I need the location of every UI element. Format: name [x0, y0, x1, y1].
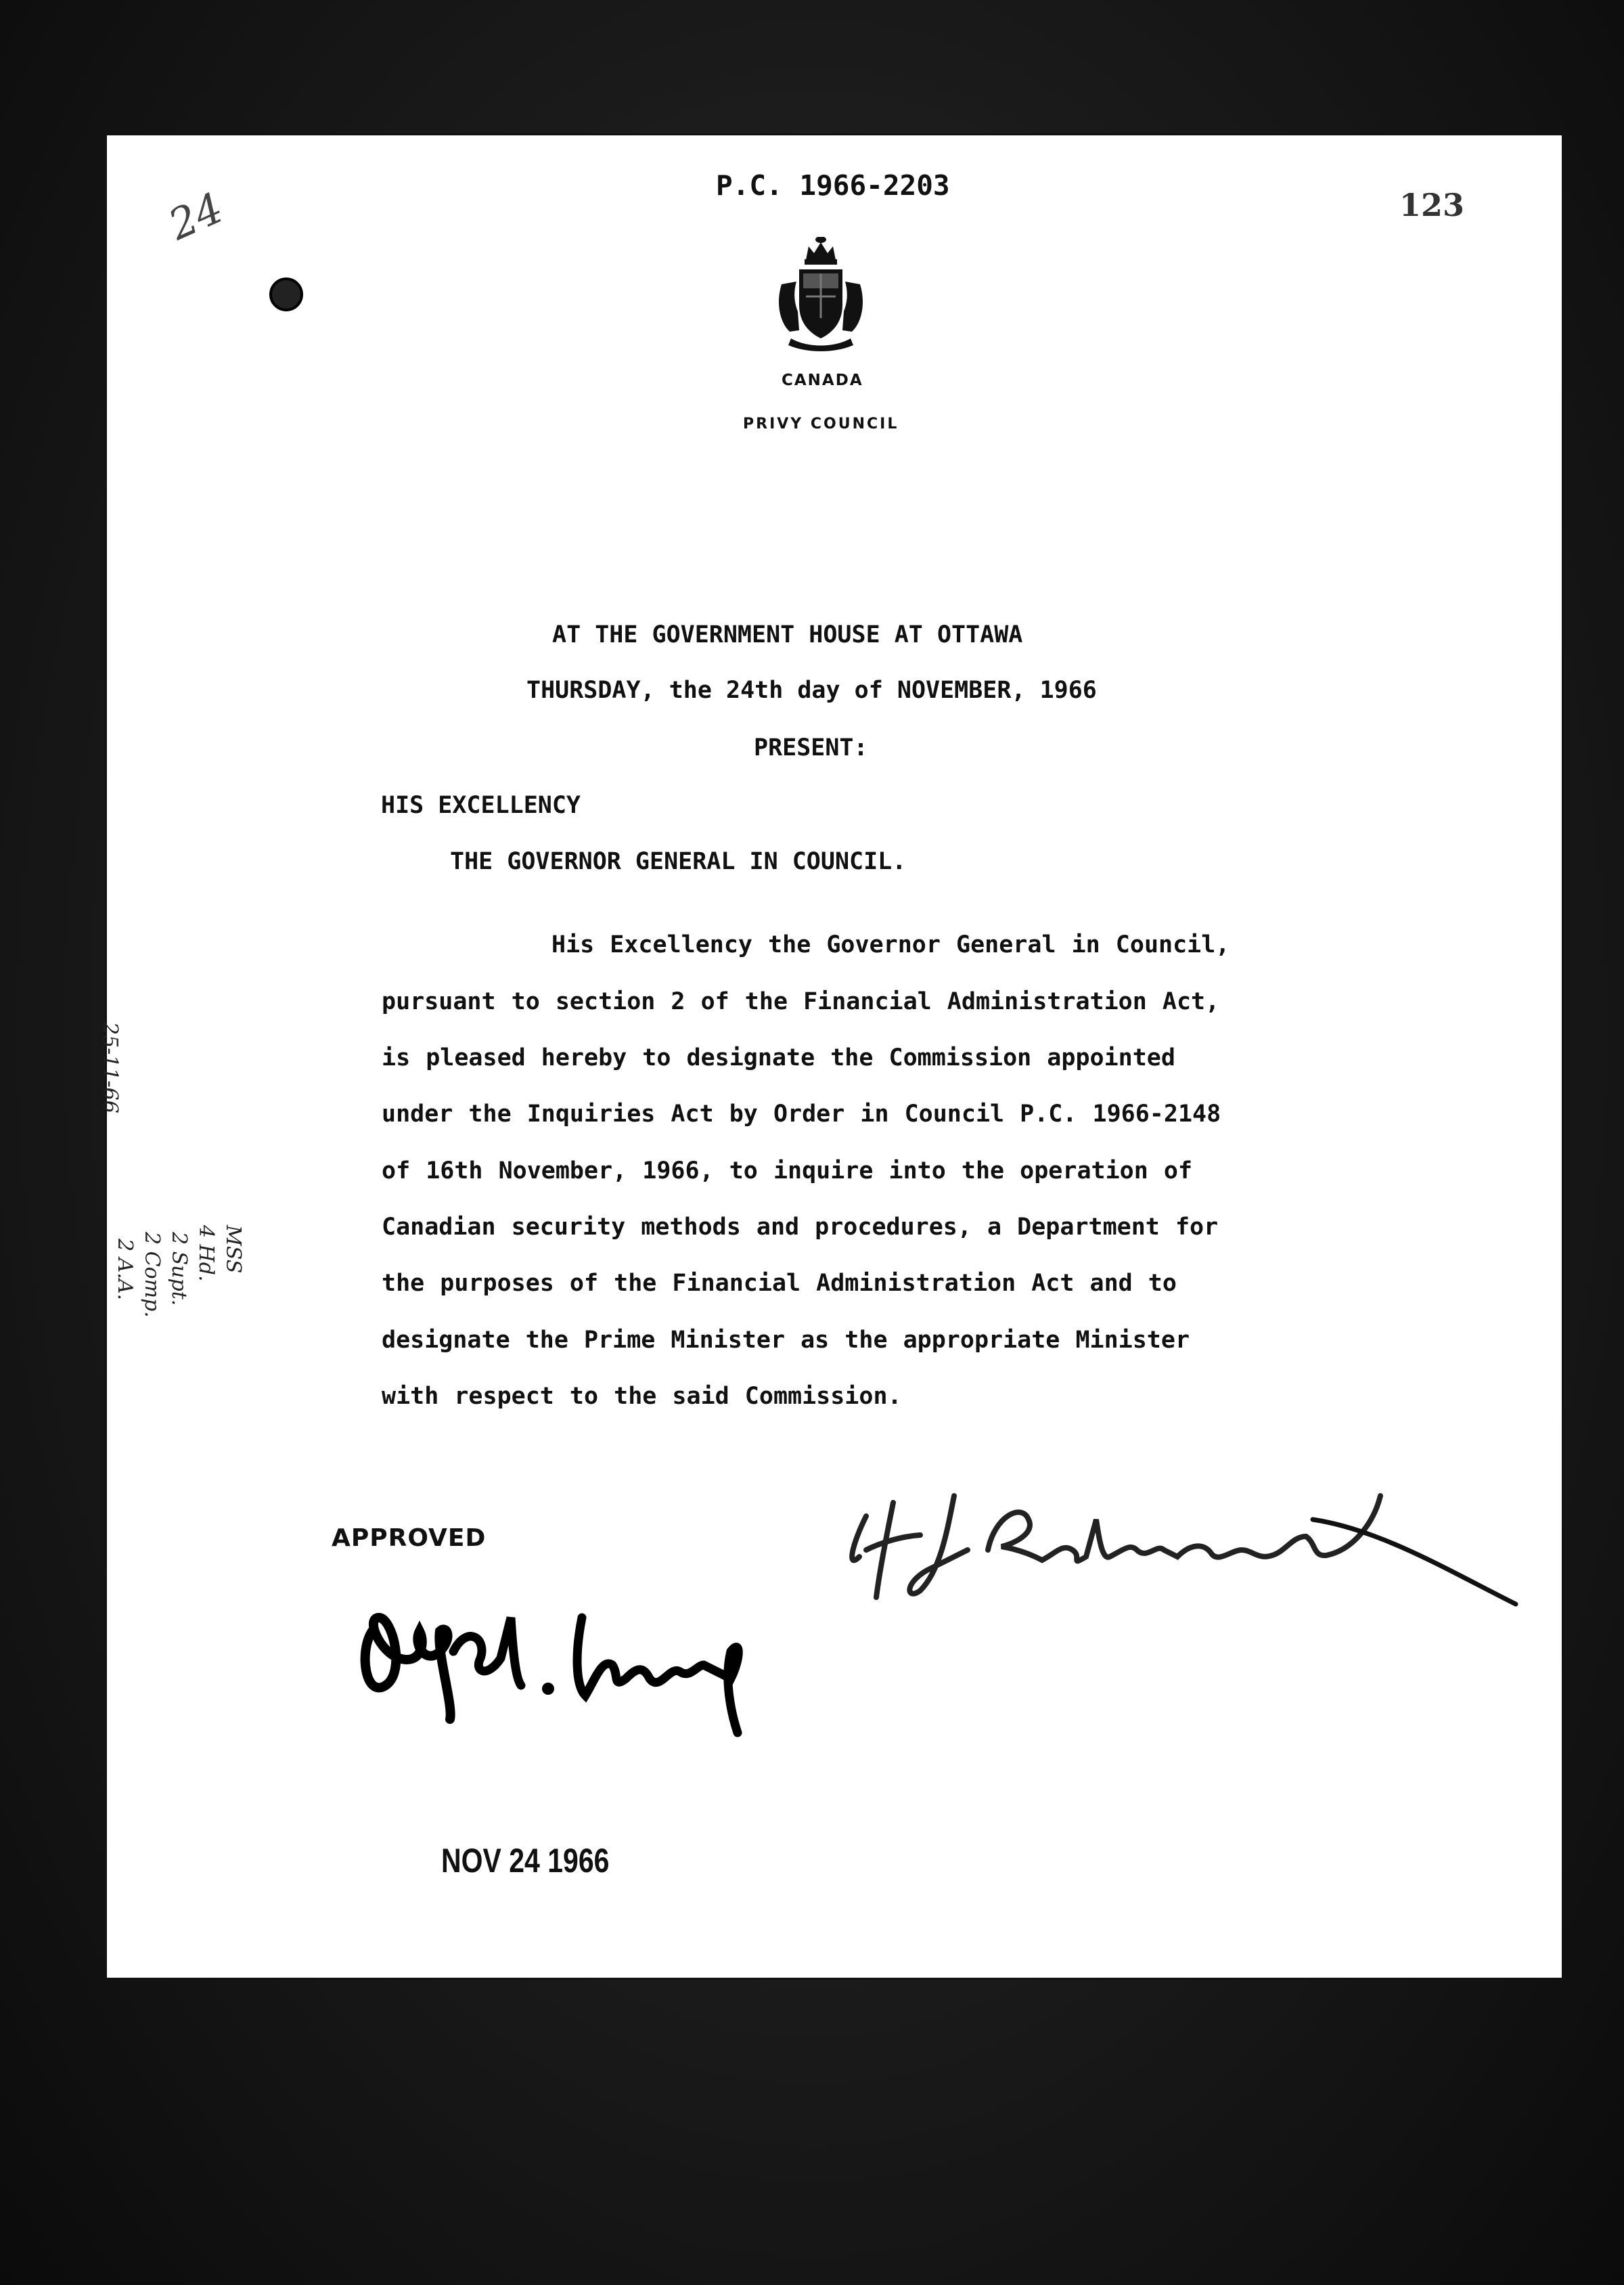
governor-signature — [352, 1577, 785, 1739]
coat-of-arms-icon — [773, 237, 868, 352]
minister-signature — [839, 1455, 1529, 1618]
punch-hole — [269, 278, 303, 311]
present-label: PRESENT: — [754, 734, 868, 761]
margin-note-item: MSS — [221, 1225, 245, 1274]
approval-date-stamp: NOV 24 1966 — [441, 1842, 610, 1880]
governor-line: THE GOVERNOR GENERAL IN COUNCIL. — [450, 848, 907, 875]
date-line: THURSDAY, the 24th day of NOVEMBER, 1966 — [526, 677, 1097, 704]
country-label: CANADA — [782, 372, 863, 389]
margin-copies-note — [113, 1212, 284, 1318]
margin-note-item: 2 Comp. — [140, 1232, 164, 1318]
body-line: designate the Prime Minister as the appropriate Minister — [382, 1327, 1190, 1354]
body-line: His Excellency the Governor General in Council, — [551, 931, 1230, 958]
handwritten-number: 24 — [161, 183, 231, 250]
body-line: pursuant to section 2 of the Financial Administration Act, — [382, 988, 1220, 1015]
body-line: with respect to the said Commission. — [382, 1383, 902, 1410]
margin-date-note: 25-11-66 — [98, 1022, 122, 1113]
body-line: under the Inquiries Act by Order in Council P.C. 1966-2148 — [382, 1101, 1221, 1128]
margin-note-item: 2 Supt. — [167, 1232, 191, 1306]
location-line: AT THE GOVERNMENT HOUSE AT OTTAWA — [552, 621, 1023, 648]
body-line: the purposes of the Financial Administration Act and to — [382, 1270, 1177, 1297]
body-line: Canadian security methods and procedures, a Department for — [382, 1214, 1219, 1241]
office-label: PRIVY COUNCIL — [743, 416, 899, 432]
body-line: is pleased hereby to designate the Commission appointed — [382, 1044, 1175, 1071]
margin-note-item: 2 A.A. — [113, 1239, 137, 1301]
approved-label: APPROVED — [332, 1524, 487, 1552]
order-number: P.C. 1966-2203 — [716, 169, 950, 202]
body-line: of 16th November, 1966, to inquire into the operation of — [382, 1157, 1193, 1184]
excellency-line: HIS EXCELLENCY — [381, 792, 581, 819]
margin-note-item: 4 Hd. — [194, 1225, 218, 1282]
page-number: 123 — [1399, 187, 1465, 223]
